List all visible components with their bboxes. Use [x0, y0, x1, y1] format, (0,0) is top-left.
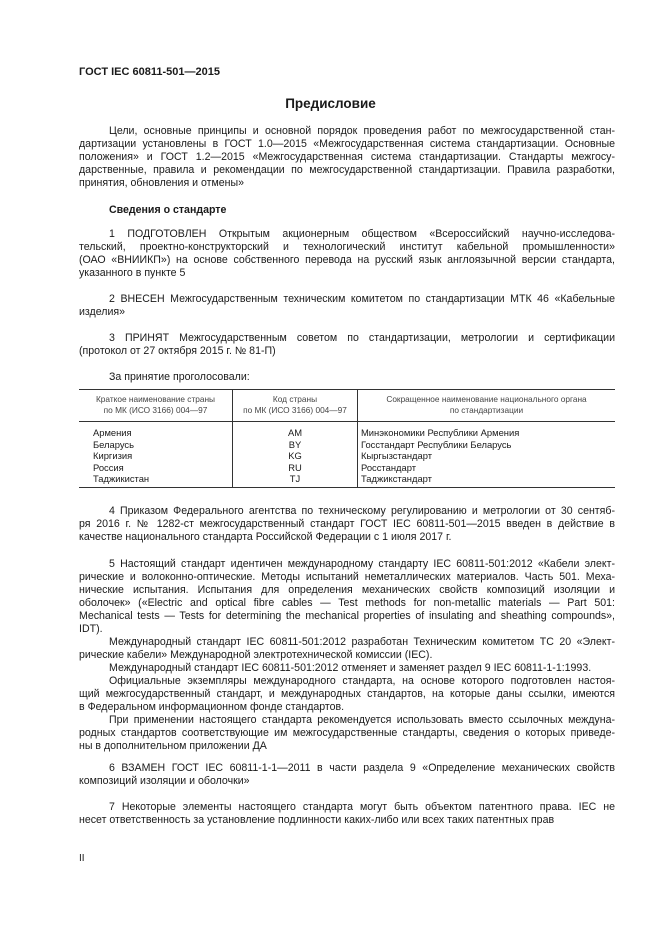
code-cell: AM	[233, 422, 358, 439]
text-line: рические кабели» Международной электротехнической комиссии (IEC).	[79, 649, 433, 661]
section-heading: Сведения о стандарте	[109, 204, 227, 216]
table-row	[79, 450, 615, 462]
text-line: качестве национального стандарта Российской Федерации с 1 июля 2017 г.	[79, 531, 452, 543]
text-line: IDT).	[79, 623, 103, 635]
text-line: изделия»	[79, 306, 125, 318]
document-id: ГОСТ IEC 60811-501—2015	[79, 66, 220, 78]
item-3-paragraph	[79, 332, 615, 358]
text-line: (протокол от 27 октября 2015 г. № 81-П)	[79, 345, 276, 357]
text-line: рические и волоконно-оптические. Методы испытаний неметаллических материалов. Часть 501. Меха-	[79, 571, 615, 583]
text-line: дарственные, правила и рекомендации по межгосударственной стандартизации. Правила разработки,	[79, 164, 615, 176]
text-line: Официальные экземпляры международного стандарта, на основе которого подготовлен настоя-	[109, 675, 615, 687]
body-cell: Госстандарт Республики Беларусь	[358, 439, 616, 451]
country-cell: Россия	[93, 461, 124, 473]
column-header-body: Сокращенное наименование национального органа по стандартизации	[358, 390, 616, 422]
body-cell: Росстандарт	[358, 462, 616, 474]
text-line: 3 ПРИНЯТ Межгосударственным советом по стандартизации, метрологии и сертификации	[109, 332, 615, 344]
votes-table	[79, 389, 615, 488]
text-line: Mechanical tests — Tests for determining the mechanical properties of insulating and sheathing compounds»,	[79, 610, 615, 622]
item-5-paragraph	[79, 558, 615, 753]
code-cell: TJ	[233, 473, 358, 487]
table-row	[79, 462, 615, 474]
text-line: нические испытания. Испытания для определения механических свойств композиций изоляции и	[79, 584, 615, 596]
text-line: родных стандартов соответствующие им межгосударственные стандарты, сведения о которых приведе-	[79, 727, 615, 739]
intro-paragraph	[79, 125, 615, 190]
body-cell: Кыргызстандарт	[358, 450, 616, 462]
country-cell: Киргизия	[93, 450, 133, 461]
code-cell: BY	[233, 439, 358, 451]
text-line: 1 ПОДГОТОВЛЕН Открытым акционерным обществом «Всероссийский научно-исследова-	[109, 228, 615, 240]
text-line: несет ответственность за установление подлинности каких-либо или всех таких патентных прав	[79, 814, 555, 826]
text-line: положения» и ГОСТ 1.2—2015 «Межгосударственная система стандартизации. Стандарты межгосу-	[79, 151, 615, 163]
text-line: принятия, обновления и отмены»	[79, 177, 245, 189]
text-line: Международный стандарт IEC 60811-501:2012 отменяет и заменяет раздел 9 IEC 60811-1-1:1993.	[109, 662, 592, 674]
item-7-paragraph	[79, 801, 615, 827]
code-cell: RU	[233, 462, 358, 474]
column-header-country: Краткое наименование страны по МК (ИСО 3166) 004—97	[79, 390, 233, 422]
text-line: Цели, основные принципы и основной порядок проведения работ по межгосударственной стан-	[109, 125, 615, 137]
text-line: указанного в пункте 5	[79, 267, 186, 279]
text-line: щий межгосударственный стандарт, и международных стандартов, на которые даны ссылки, имеются	[79, 688, 615, 700]
country-cell: Беларусь	[93, 438, 135, 450]
table-row	[79, 439, 615, 451]
text-line: тельский, проектно-конструкторский и технологический институт кабельной промышленности»	[79, 241, 615, 253]
item-6-paragraph	[79, 762, 615, 788]
item-1-paragraph	[79, 228, 615, 280]
body-cell: Таджикстандарт	[358, 473, 616, 487]
page-number: II	[79, 853, 85, 864]
country-cell: Таджикистан	[79, 473, 233, 487]
text-line: в Федеральном информационном фонде стандартов.	[79, 701, 345, 713]
code-cell: KG	[233, 450, 358, 462]
text-line: При применении настоящего стандарта рекомендуется использовать вместо ссылочных междуна-	[109, 714, 615, 726]
text-line: 4 Приказом Федерального агентства по техническому регулированию и метрологии от 30 сентяб-	[109, 505, 615, 517]
item-4-paragraph	[79, 505, 615, 544]
text-line: дартизации установлены в ГОСТ 1.0—2015 «Межгосударственная система стандартизации. Основные	[79, 138, 615, 150]
column-header-code: Код страны по МК (ИСО 3166) 004—97	[233, 390, 358, 422]
body-cell: Минэкономики Республики Армения	[358, 422, 616, 439]
text-line: 5 Настоящий стандарт идентичен международному стандарту IEC 60811-501:2012 «Кабели элект-	[109, 558, 615, 570]
table-header-row	[79, 390, 615, 422]
country-cell: Армения	[93, 427, 132, 438]
text-line: композиций изоляции и оболочки»	[79, 775, 250, 787]
text-line: 6 ВЗАМЕН ГОСТ IEC 60811-1-1—2011 в части раздела 9 «Определение механических свойств	[109, 762, 615, 774]
text-line: 7 Некоторые элементы настоящего стандарта могут быть объектом патентного права. IEC не	[109, 801, 615, 813]
page-title: Предисловие	[285, 96, 376, 111]
item-2-paragraph	[79, 293, 615, 319]
text-line: (ОАО «ВНИИКП») на основе собственного перевода на русский язык англоязычной версии стандарта,	[79, 254, 615, 266]
text-line: 2 ВНЕСЕН Межгосударственным техническим комитетом по стандартизации МТК 46 «Кабельные	[109, 293, 615, 305]
table-row	[79, 473, 615, 487]
text-line: оболочек» («Electric and optical fibre cables — Test methods for non-metallic materials — Part 501:	[79, 597, 615, 609]
votes-label: За принятие проголосовали:	[109, 371, 250, 383]
text-line: ны в дополнительном приложении ДА	[79, 740, 267, 752]
text-line: Международный стандарт IEC 60811-501:2012 разработан Техническим комитетом ТС 20 «Элект-	[109, 636, 615, 648]
table-row	[79, 422, 615, 439]
text-line: ря 2016 г. № 1282-ст межгосударственный стандарт ГОСТ IEC 60811-501—2015 введен в действие в	[79, 518, 615, 530]
